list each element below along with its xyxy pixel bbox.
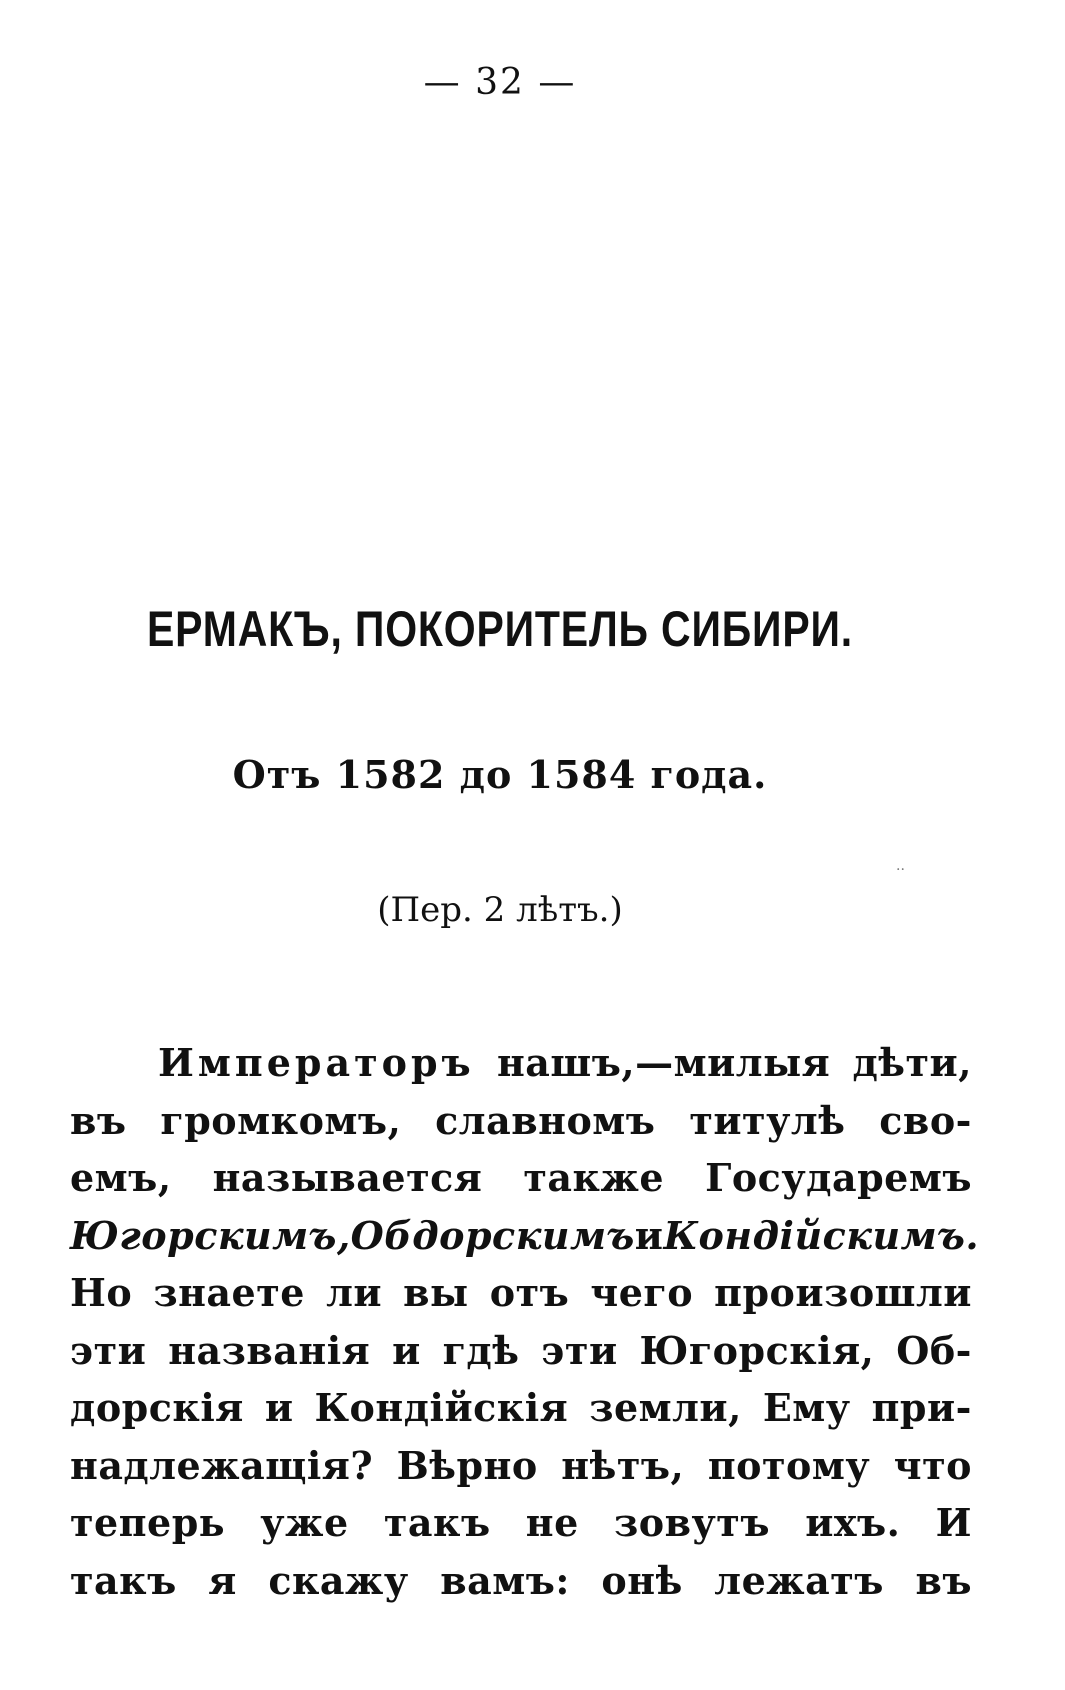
word: при- <box>871 1385 972 1430</box>
word: не <box>525 1500 579 1545</box>
word: я <box>208 1557 237 1603</box>
word: дѣти, <box>852 1040 972 1085</box>
word: Обдорскимъ <box>350 1212 635 1258</box>
word: Императоръ <box>158 1040 475 1085</box>
word: и <box>392 1327 421 1373</box>
word: и <box>264 1385 294 1430</box>
word: вамъ: <box>440 1557 570 1603</box>
word: сво- <box>879 1097 972 1143</box>
word: названія <box>168 1327 371 1373</box>
word: Государемъ <box>705 1155 972 1200</box>
period-note: (Пер. 2 лѣтъ.) <box>377 890 623 930</box>
word: зовутъ <box>613 1500 770 1545</box>
word: онѣ <box>601 1557 683 1603</box>
word: надлежащія? <box>70 1442 374 1488</box>
text-line <box>70 1264 972 1322</box>
text-line <box>70 1494 972 1552</box>
word: что <box>893 1442 972 1488</box>
word: лежатъ <box>714 1557 884 1603</box>
word: И <box>935 1500 972 1545</box>
word: Об- <box>896 1327 972 1373</box>
word: произошли <box>714 1270 972 1315</box>
text-line <box>70 1034 972 1092</box>
word: такъ <box>70 1557 177 1603</box>
word: емъ, <box>70 1155 172 1200</box>
word: эти <box>70 1327 147 1373</box>
word: нѣтъ, <box>561 1442 685 1488</box>
word: Вѣрно <box>396 1442 538 1488</box>
body-text <box>70 1034 980 1609</box>
word: Кондійскимъ. <box>663 1212 980 1258</box>
word: гдѣ <box>442 1327 520 1373</box>
text-line <box>70 1552 972 1610</box>
word: Но <box>70 1270 133 1315</box>
word: нашъ,—милыя <box>496 1040 831 1085</box>
word: громкомъ, <box>160 1097 402 1143</box>
word: вы <box>403 1270 469 1315</box>
word: Ему <box>762 1385 851 1430</box>
word: отъ <box>489 1270 570 1315</box>
word: знаете <box>153 1270 305 1315</box>
text-line <box>70 1207 980 1265</box>
word: уже <box>260 1500 349 1545</box>
word: потому <box>707 1442 871 1488</box>
chapter-title: ЕРМАКЪ, ПОКОРИТЕЛЬ СИБИРИ. <box>146 601 854 657</box>
text-line <box>70 1149 972 1207</box>
word: въ <box>915 1557 972 1603</box>
word: Югорскимъ, <box>70 1212 351 1258</box>
word: ихъ. <box>805 1500 901 1545</box>
word: дорскія <box>70 1385 244 1430</box>
text-line <box>70 1322 972 1380</box>
text-line <box>70 1092 972 1150</box>
word: Югорскія, <box>639 1327 875 1373</box>
word: называется <box>212 1155 483 1200</box>
word: титулѣ <box>689 1097 846 1143</box>
word: Кондійскія <box>314 1385 569 1430</box>
word: теперь <box>70 1500 226 1545</box>
word: эти <box>541 1327 618 1373</box>
word: такъ <box>383 1500 491 1545</box>
word: ли <box>326 1270 383 1315</box>
print-speck: .. <box>896 858 905 874</box>
word: и <box>634 1212 664 1258</box>
word: также <box>523 1155 665 1200</box>
page-number: — 32 — <box>423 62 577 103</box>
word: славномъ <box>435 1097 656 1143</box>
word: скажу <box>268 1557 409 1603</box>
word: чего <box>590 1270 694 1315</box>
text-line <box>70 1379 972 1437</box>
chapter-subtitle: Отъ 1582 до 1584 года. <box>232 752 768 797</box>
word: въ <box>70 1097 127 1143</box>
text-line <box>70 1437 972 1495</box>
word: земли, <box>589 1385 742 1430</box>
